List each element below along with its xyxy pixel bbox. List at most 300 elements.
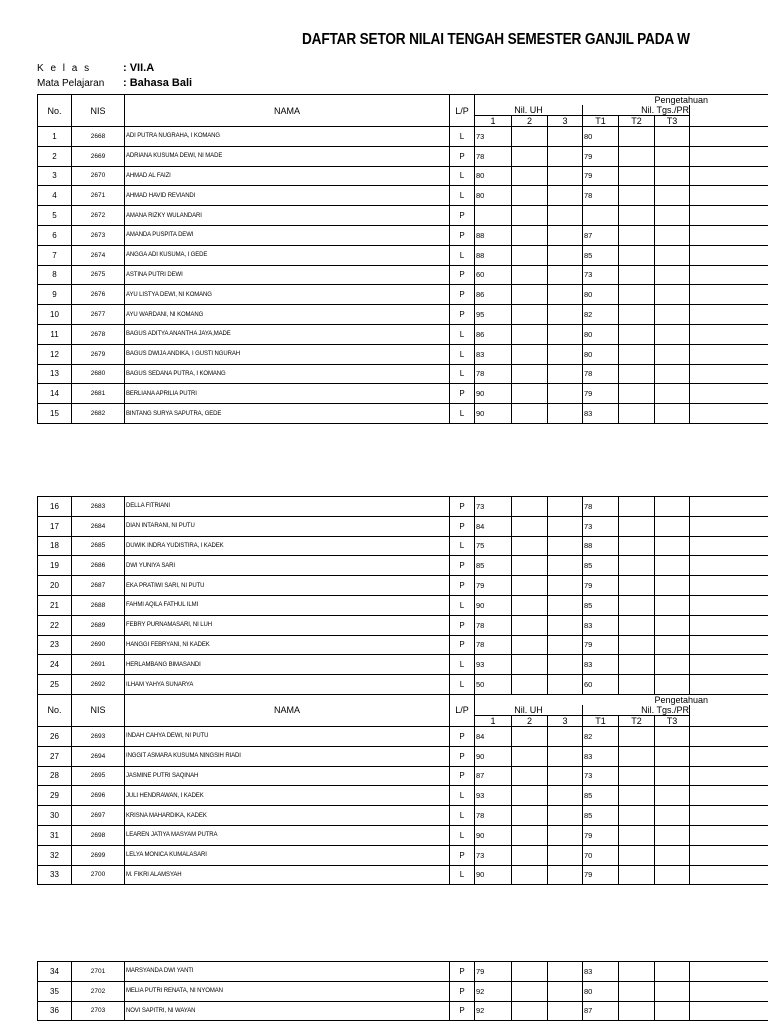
score-uh3 (548, 404, 583, 424)
score-uh1: 93 (475, 786, 512, 806)
score-t1: 80 (583, 981, 619, 1001)
score-t1: 85 (583, 556, 619, 576)
student-name: INDAH CAHYA DEWI, NI PUTU (125, 726, 450, 746)
student-gender: L (450, 186, 475, 206)
header-t1: T1 (583, 715, 619, 726)
student-nis: 2687 (72, 576, 125, 596)
grade-table-2 (37, 496, 768, 885)
student-no: 8 (38, 265, 72, 285)
score-uh3 (548, 225, 583, 245)
student-gender: L (450, 595, 475, 615)
score-uh3 (548, 186, 583, 206)
score-uh1: 88 (475, 225, 512, 245)
score-uh1: 79 (475, 962, 512, 982)
student-nis: 2684 (72, 516, 125, 536)
student-gender: L (450, 166, 475, 186)
score-uh2 (512, 245, 548, 265)
student-nis: 2686 (72, 556, 125, 576)
student-name: AMANDA PUSPITA DEWI (125, 225, 450, 245)
score-uh3 (548, 536, 583, 556)
student-gender: L (450, 675, 475, 695)
header-no: No. (38, 95, 72, 127)
student-gender: P (450, 726, 475, 746)
student-gender: L (450, 825, 475, 845)
table-row (38, 675, 768, 695)
student-name: NOVI SAPITRI, NI WAYAN (125, 1001, 450, 1021)
student-name: INGGIT ASMARA KUSUMA NINGSIH RIADI (125, 746, 450, 766)
score-uh2 (512, 1001, 548, 1021)
score-t2 (619, 595, 655, 615)
student-name: AHMAD HAVID REVIANDI (125, 186, 450, 206)
score-t1: 82 (583, 726, 619, 746)
score-t2 (619, 806, 655, 826)
score-uh3 (548, 865, 583, 885)
header-nil-uh: Nil. UH (475, 105, 583, 116)
student-nis: 2692 (72, 675, 125, 695)
table-row (38, 786, 768, 806)
score-t3 (655, 384, 690, 404)
score-uh1: 88 (475, 245, 512, 265)
student-name: BINTANG SURYA SAPUTRA, GEDE (125, 404, 450, 424)
score-uh2 (512, 825, 548, 845)
score-t1: 80 (583, 344, 619, 364)
student-gender: P (450, 962, 475, 982)
score-uh3 (548, 285, 583, 305)
student-name: MARSYANDA DWI YANTI (125, 962, 450, 982)
student-nis: 2690 (72, 635, 125, 655)
student-no: 20 (38, 576, 72, 596)
student-no: 28 (38, 766, 72, 786)
score-uh1: 83 (475, 344, 512, 364)
score-t2 (619, 1001, 655, 1021)
table-row (38, 384, 768, 404)
score-uh1: 73 (475, 845, 512, 865)
score-uh1: 86 (475, 285, 512, 305)
table-row (38, 576, 768, 596)
score-t3 (655, 206, 690, 226)
student-no: 6 (38, 225, 72, 245)
score-uh1: 90 (475, 384, 512, 404)
student-no: 15 (38, 404, 72, 424)
score-t2 (619, 127, 655, 147)
score-uh1: 86 (475, 324, 512, 344)
score-uh1: 73 (475, 127, 512, 147)
score-uh2 (512, 206, 548, 226)
score-t3 (655, 404, 690, 424)
student-name: HANGGI FEBRYANI, NI KADEK (125, 635, 450, 655)
score-uh2 (512, 615, 548, 635)
table-row (38, 225, 768, 245)
score-uh3 (548, 595, 583, 615)
student-no: 4 (38, 186, 72, 206)
score-uh1: 87 (475, 766, 512, 786)
student-name: DELLA FITRIANI (125, 497, 450, 517)
table-row (38, 556, 768, 576)
student-name: ADRIANA KUSUMA DEWI, NI MADE (125, 146, 450, 166)
student-gender: P (450, 265, 475, 285)
student-no: 2 (38, 146, 72, 166)
score-extra (690, 364, 768, 384)
student-no: 26 (38, 726, 72, 746)
score-t1: 80 (583, 127, 619, 147)
score-uh2 (512, 635, 548, 655)
score-t3 (655, 865, 690, 885)
score-t3 (655, 344, 690, 364)
score-extra (690, 166, 768, 186)
score-uh1: 73 (475, 497, 512, 517)
student-name: JASMINE PUTRI SAQINAH (125, 766, 450, 786)
student-name: ASTINA PUTRI DEWI (125, 265, 450, 285)
score-uh2 (512, 305, 548, 325)
score-t3 (655, 305, 690, 325)
score-uh1: 78 (475, 615, 512, 635)
student-name: JULI HENDRAWAN, I KADEK (125, 786, 450, 806)
score-t2 (619, 245, 655, 265)
score-uh2 (512, 186, 548, 206)
score-uh3 (548, 556, 583, 576)
table-row (38, 825, 768, 845)
student-name: LEAREN JATIYA MASYAM PUTRA (125, 825, 450, 845)
student-nis: 2688 (72, 595, 125, 615)
student-nis: 2679 (72, 344, 125, 364)
student-gender: L (450, 245, 475, 265)
score-uh2 (512, 146, 548, 166)
score-t2 (619, 845, 655, 865)
score-uh1: 85 (475, 556, 512, 576)
score-t3 (655, 655, 690, 675)
score-uh1: 60 (475, 265, 512, 285)
score-uh3 (548, 675, 583, 695)
student-name: DWI YUNIYA SARI (125, 556, 450, 576)
score-t1: 73 (583, 766, 619, 786)
student-gender: P (450, 576, 475, 596)
score-t3 (655, 285, 690, 305)
score-uh3 (548, 305, 583, 325)
score-t2 (619, 225, 655, 245)
student-nis: 2694 (72, 746, 125, 766)
score-extra (690, 146, 768, 166)
table-row (38, 516, 768, 536)
student-gender: L (450, 404, 475, 424)
score-t2 (619, 516, 655, 536)
score-uh3 (548, 786, 583, 806)
student-gender: P (450, 384, 475, 404)
score-uh1: 93 (475, 655, 512, 675)
score-t3 (655, 364, 690, 384)
header-row (38, 95, 768, 106)
score-t3 (655, 766, 690, 786)
score-uh3 (548, 166, 583, 186)
score-uh3 (548, 324, 583, 344)
score-extra (690, 516, 768, 536)
score-t1: 83 (583, 746, 619, 766)
score-uh3 (548, 615, 583, 635)
student-gender: P (450, 206, 475, 226)
score-extra (690, 825, 768, 845)
student-nis: 2673 (72, 225, 125, 245)
header-pengetahuan: Pengetahuan (475, 694, 768, 705)
header-uh3: 3 (548, 715, 583, 726)
score-t1: 79 (583, 825, 619, 845)
student-gender: L (450, 806, 475, 826)
table-row (38, 206, 768, 226)
student-nis: 2701 (72, 962, 125, 982)
student-nis: 2675 (72, 265, 125, 285)
score-t3 (655, 225, 690, 245)
score-t3 (655, 595, 690, 615)
grade-table-3 (37, 961, 768, 1021)
student-no: 5 (38, 206, 72, 226)
table-row (38, 766, 768, 786)
student-gender: P (450, 516, 475, 536)
student-no: 10 (38, 305, 72, 325)
score-uh3 (548, 746, 583, 766)
student-nis: 2702 (72, 981, 125, 1001)
score-uh1: 90 (475, 746, 512, 766)
student-nis: 2670 (72, 166, 125, 186)
student-name: BAGUS DWIJA ANDIKA, I GUSTI NGURAH (125, 344, 450, 364)
score-extra (690, 595, 768, 615)
score-t3 (655, 245, 690, 265)
header-t2: T2 (619, 715, 655, 726)
table-row (38, 245, 768, 265)
header-nis: NIS (72, 694, 125, 726)
student-name: BERLIANA APRILIA PUTRI (125, 384, 450, 404)
table-row (38, 615, 768, 635)
class-value: : VII.A (123, 62, 155, 74)
table-row (38, 981, 768, 1001)
student-nis: 2700 (72, 865, 125, 885)
score-extra (690, 1001, 768, 1021)
header-uh1: 1 (475, 116, 512, 127)
score-extra (690, 384, 768, 404)
score-t3 (655, 127, 690, 147)
score-t1: 78 (583, 364, 619, 384)
header-t1: T1 (583, 116, 619, 127)
score-t2 (619, 962, 655, 982)
student-nis: 2674 (72, 245, 125, 265)
score-t2 (619, 865, 655, 885)
score-uh2 (512, 384, 548, 404)
student-gender: P (450, 285, 475, 305)
score-uh2 (512, 364, 548, 384)
score-extra (690, 186, 768, 206)
score-t3 (655, 675, 690, 695)
student-no: 9 (38, 285, 72, 305)
score-t3 (655, 1001, 690, 1021)
score-uh2 (512, 404, 548, 424)
score-t2 (619, 726, 655, 746)
table-row (38, 285, 768, 305)
header-uh2: 2 (512, 715, 548, 726)
table-row (38, 404, 768, 424)
student-no: 23 (38, 635, 72, 655)
table-row (38, 726, 768, 746)
score-t3 (655, 516, 690, 536)
student-gender: P (450, 225, 475, 245)
student-no: 13 (38, 364, 72, 384)
score-uh2 (512, 516, 548, 536)
table-row (38, 364, 768, 384)
score-extra (690, 746, 768, 766)
header-extra (690, 705, 768, 727)
score-uh1: 84 (475, 726, 512, 746)
score-uh3 (548, 265, 583, 285)
student-nis: 2691 (72, 655, 125, 675)
table-row (38, 344, 768, 364)
score-uh2 (512, 497, 548, 517)
score-t2 (619, 166, 655, 186)
score-uh3 (548, 344, 583, 364)
score-extra (690, 344, 768, 364)
score-uh2 (512, 344, 548, 364)
score-t3 (655, 576, 690, 596)
score-t3 (655, 981, 690, 1001)
score-extra (690, 981, 768, 1001)
score-extra (690, 206, 768, 226)
student-nis: 2678 (72, 324, 125, 344)
student-gender: P (450, 146, 475, 166)
student-name: BAGUS ADITYA ANANTHA JAYA,MADE (125, 324, 450, 344)
student-no: 7 (38, 245, 72, 265)
score-t1: 60 (583, 675, 619, 695)
score-extra (690, 615, 768, 635)
score-t1: 85 (583, 786, 619, 806)
score-extra (690, 655, 768, 675)
score-uh2 (512, 595, 548, 615)
score-t1: 79 (583, 635, 619, 655)
subject-label: Mata Pelajaran (37, 78, 105, 89)
student-no: 31 (38, 825, 72, 845)
student-nis: 2671 (72, 186, 125, 206)
score-t1: 73 (583, 516, 619, 536)
score-uh2 (512, 576, 548, 596)
score-extra (690, 845, 768, 865)
score-t2 (619, 825, 655, 845)
student-nis: 2699 (72, 845, 125, 865)
student-gender: L (450, 865, 475, 885)
score-t3 (655, 146, 690, 166)
score-uh2 (512, 225, 548, 245)
score-extra (690, 497, 768, 517)
score-t2 (619, 265, 655, 285)
student-nis: 2682 (72, 404, 125, 424)
score-extra (690, 245, 768, 265)
student-nis: 2693 (72, 726, 125, 746)
score-uh1: 78 (475, 364, 512, 384)
score-uh1: 80 (475, 186, 512, 206)
score-t3 (655, 845, 690, 865)
student-name: AHMAD AL FAIZI (125, 166, 450, 186)
student-no: 11 (38, 324, 72, 344)
header-nil-tgs: Nil. Tgs./PR (583, 105, 690, 116)
score-uh2 (512, 655, 548, 675)
student-name: FAHMI AQILA FATHUL ILMI (125, 595, 450, 615)
score-t2 (619, 536, 655, 556)
student-gender: P (450, 556, 475, 576)
student-nis: 2669 (72, 146, 125, 166)
score-t3 (655, 825, 690, 845)
student-gender: P (450, 981, 475, 1001)
table-row (38, 865, 768, 885)
student-nis: 2696 (72, 786, 125, 806)
table-row (38, 635, 768, 655)
score-uh2 (512, 265, 548, 285)
student-name: LELYA MONICA KUMALASARI (125, 845, 450, 865)
student-nis: 2676 (72, 285, 125, 305)
score-t1: 78 (583, 497, 619, 517)
score-t1: 85 (583, 806, 619, 826)
score-uh3 (548, 825, 583, 845)
student-no: 32 (38, 845, 72, 865)
score-extra (690, 225, 768, 245)
score-t3 (655, 635, 690, 655)
student-gender: L (450, 344, 475, 364)
student-name: AYU WARDANI, NI KOMANG (125, 305, 450, 325)
score-t1: 87 (583, 225, 619, 245)
score-t1: 79 (583, 166, 619, 186)
score-uh2 (512, 675, 548, 695)
score-uh3 (548, 766, 583, 786)
student-name: M. FIKRI ALAMSYAH (125, 865, 450, 885)
score-t2 (619, 615, 655, 635)
score-t2 (619, 786, 655, 806)
header-nama: NAMA (125, 95, 450, 127)
score-uh1: 78 (475, 806, 512, 826)
table-row (38, 324, 768, 344)
score-extra (690, 865, 768, 885)
student-no: 25 (38, 675, 72, 695)
student-gender: P (450, 615, 475, 635)
student-no: 12 (38, 344, 72, 364)
student-name: AYU LISTYA DEWI, NI KOMANG (125, 285, 450, 305)
student-no: 22 (38, 615, 72, 635)
header-uh3: 3 (548, 116, 583, 127)
score-extra (690, 404, 768, 424)
header-extra (690, 105, 768, 127)
score-t3 (655, 615, 690, 635)
score-uh2 (512, 127, 548, 147)
score-uh1: 92 (475, 981, 512, 1001)
student-nis: 2680 (72, 364, 125, 384)
score-t2 (619, 384, 655, 404)
table-row (38, 166, 768, 186)
score-uh2 (512, 536, 548, 556)
score-extra (690, 536, 768, 556)
score-uh3 (548, 497, 583, 517)
score-t1: 88 (583, 536, 619, 556)
header-pengetahuan: Pengetahuan (475, 95, 768, 106)
student-nis: 2695 (72, 766, 125, 786)
table-row (38, 806, 768, 826)
score-t1: 79 (583, 576, 619, 596)
score-t2 (619, 305, 655, 325)
student-no: 19 (38, 556, 72, 576)
student-no: 30 (38, 806, 72, 826)
student-nis: 2698 (72, 825, 125, 845)
student-no: 34 (38, 962, 72, 982)
score-t2 (619, 635, 655, 655)
score-uh3 (548, 655, 583, 675)
student-gender: P (450, 305, 475, 325)
score-t2 (619, 206, 655, 226)
score-extra (690, 786, 768, 806)
score-uh1 (475, 206, 512, 226)
score-t1: 79 (583, 865, 619, 885)
score-t2 (619, 364, 655, 384)
score-uh1: 75 (475, 536, 512, 556)
header-t3: T3 (655, 116, 690, 127)
